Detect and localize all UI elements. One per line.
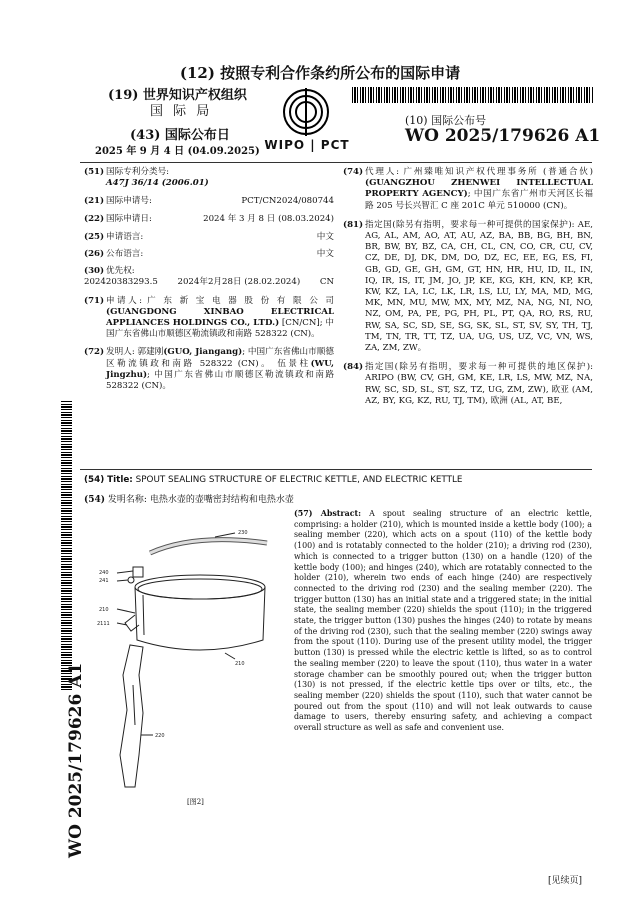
side-barcode bbox=[61, 400, 72, 690]
figure-label: 2111 bbox=[97, 621, 110, 627]
field-21: (21) 国际申请号: PCT/CN2024/080744 bbox=[84, 196, 334, 207]
field-72-inventors: (72) 发明人: 郭建刚(GUO, Jiangang); 中国广东省佛山市顺德区勒流镇政和南路 528322 (CN)。 伍景柱(WU, Jingzhu); 中国广东省佛山市顺德区勒流镇政和南路 528322 (CN)。 bbox=[84, 347, 334, 392]
publication-date: 2025 年 9 月 4 日 (04.09.2025) bbox=[95, 146, 260, 157]
figure-caption: [图2] bbox=[187, 798, 204, 806]
publication-number: WO 2025/179626 A1 bbox=[405, 126, 601, 146]
barcode bbox=[352, 87, 594, 103]
field-81-designated-states: (81) 指定国(除另有指明，要求每一种可提供的国家保护): AE, AG, AL, AM, AO, AT, AU, AZ, BA, BB, BG, BH, BN, BR, BW, BY, BZ, CA, CH, CL, CN, CO, CR, CU, CV, CZ, DE, DJ, DK, DM, DO, DZ, EC, EE, EG, ES, FI, GB, GD, GE, GH, GM, GT, HN, HR, HU, ID, IL, IN, IQ, IR, IS, IT, JM, JO, JP, KE, KG, KH, KN, KP, KR, KW, KZ, LA, LC, LK, LR, LS, LU, LY, MA, MD, MG, MK, MN, MU, MW, MX, MY, MZ, NA, NG, NI, NO, NZ, OM, PA, PE, PG, PH, PL, PT, QA, RO, RS, RU, RW, SA, SC, SD, SE, SG, SK, SL, ST, SV, SY, TH, TJ, TM, TN, TR, TT, TZ, UA, UG, US, UZ, VC, VN, WS, ZA, ZM, ZW。 bbox=[343, 219, 593, 354]
figure-label: 210 bbox=[235, 661, 245, 667]
bibliographic-left bbox=[84, 167, 334, 392]
title-rule bbox=[80, 469, 592, 470]
figure-label: 241 bbox=[99, 578, 109, 584]
field-51: (51) 国际专利分类号: A47J 36/14 (2006.01) bbox=[84, 167, 209, 189]
organization-bureau: 国 际 局 bbox=[150, 104, 213, 119]
figure-label: 240 bbox=[99, 570, 109, 576]
continued-note: [见续页] bbox=[548, 876, 583, 886]
figure-label: 210 bbox=[99, 607, 109, 613]
publication-number-label: (10) 国际公布号 bbox=[405, 114, 487, 127]
figure-label: 230 bbox=[238, 530, 248, 536]
title-chinese: (54) 发明名称: 电热水壶的壶嘴密封结构和电热水壶 bbox=[84, 495, 294, 505]
field-30: (30) 优先权: 202420383293.5 2024年2月28日 (28.02.2024) CN bbox=[84, 266, 334, 288]
publication-date-label: (43) 国际公布日 bbox=[130, 128, 230, 143]
field-22: (22) 国际申请日: 2024 年 3 月 8 日 (08.03.2024) bbox=[84, 213, 334, 224]
wipo-logo-text: WIPO | PCT bbox=[264, 138, 350, 152]
header-rule bbox=[80, 162, 592, 163]
sidebar-publication-number: WO 2025/179626 A1 bbox=[66, 662, 86, 858]
field-26: (26) 公布语言: 中文 bbox=[84, 249, 334, 260]
document-title: (12) 按照专利合作条约所公布的国际申请 bbox=[179, 64, 461, 82]
field-74-agent: (74) 代理人: 广州臻唯知识产权代理事务所 (普通合伙) (GUANGZHOU ZHENWEI INTELLECTUAL PROPERTY AGENCY); 中国广东省广州市天河区长福路 205 号长兴智汇 C 座 201C 单元 510000 (CN)。 bbox=[343, 167, 593, 211]
field-25: (25) 申请语言: 中文 bbox=[84, 231, 334, 242]
field-71-applicant: (71) 申请人: 广 东 新 宝 电 器 股 份 有 限 公 司 (GUANGDONG XINBAO ELECTRICAL APPLIANCES HOLDINGS CO., LTD.) [CN/CN]; 中国广东省佛山市顺德区勒流镇政和南路 528322 (CN)。 bbox=[84, 295, 334, 340]
organization-name: (19) 世界知识产权组织 bbox=[108, 88, 247, 103]
abstract: (57) Abstract: A spout sealing structure of an electric kettle, comprising: a holder (210), which is mounted inside a kettle body (100); a sealing member (220), which acts on a spout (110) of the kettle body (100) and is rotatably connected to the holder (210); a driving rod (230), which is connected to a trigger button (130) on a handle (120) of the kettle body (100); and hinges (240), which are rotatably connected to the holder (210), wherein two ends of each hinge (240) are respectively connected to the driving rod (230) and the sealing member (220). The trigger button (130) has an initial state and a triggered state; in the initial state, the sealing member (220) shields the spout (110); in the triggered state, the trigger button (130) pushes the hinges (240) to rotate by means of the driving rod (230), such that the sealing member (220) swings away from the spout (110). During use of the present utility model, the trigger button (130) is pressed while the electric kettle is lifted, so as to control the sealing member (220) to leave the spout (110), thus water in a water storage chamber can be smoothly poured out; when the trigger button (130) is not pressed, if the electric kettle tips over or tilts, etc., the sealing member (220) shields the spout (110), such that water cannot be poured out from the spout (110) and will not leak outwards to cause damage to users, thereby ensuring safety, and achieving a compact overall structure as well as safe and convenient use. bbox=[294, 509, 592, 733]
figure-label: 220 bbox=[155, 733, 165, 739]
title-english: (54) Title: SPOUT SEALING STRUCTURE OF ELECTRIC KETTLE, AND ELECTRIC KETTLE bbox=[84, 475, 463, 485]
bibliographic-right bbox=[343, 167, 593, 407]
field-84-regional: (84) 指定国(除另有指明，要求每一种可提供的地区保护): ARIPO (BW, CV, GH, GM, KE, LR, LS, MW, MZ, NA, RW, SC, SD, SL, ST, SZ, TZ, UG, ZM, ZW), 欧亚 (AM, AZ, BY, KG, KZ, RU, TJ, TM), 欧洲 (AL, AT, BE, bbox=[343, 362, 593, 406]
kettle-figure bbox=[95, 525, 285, 815]
